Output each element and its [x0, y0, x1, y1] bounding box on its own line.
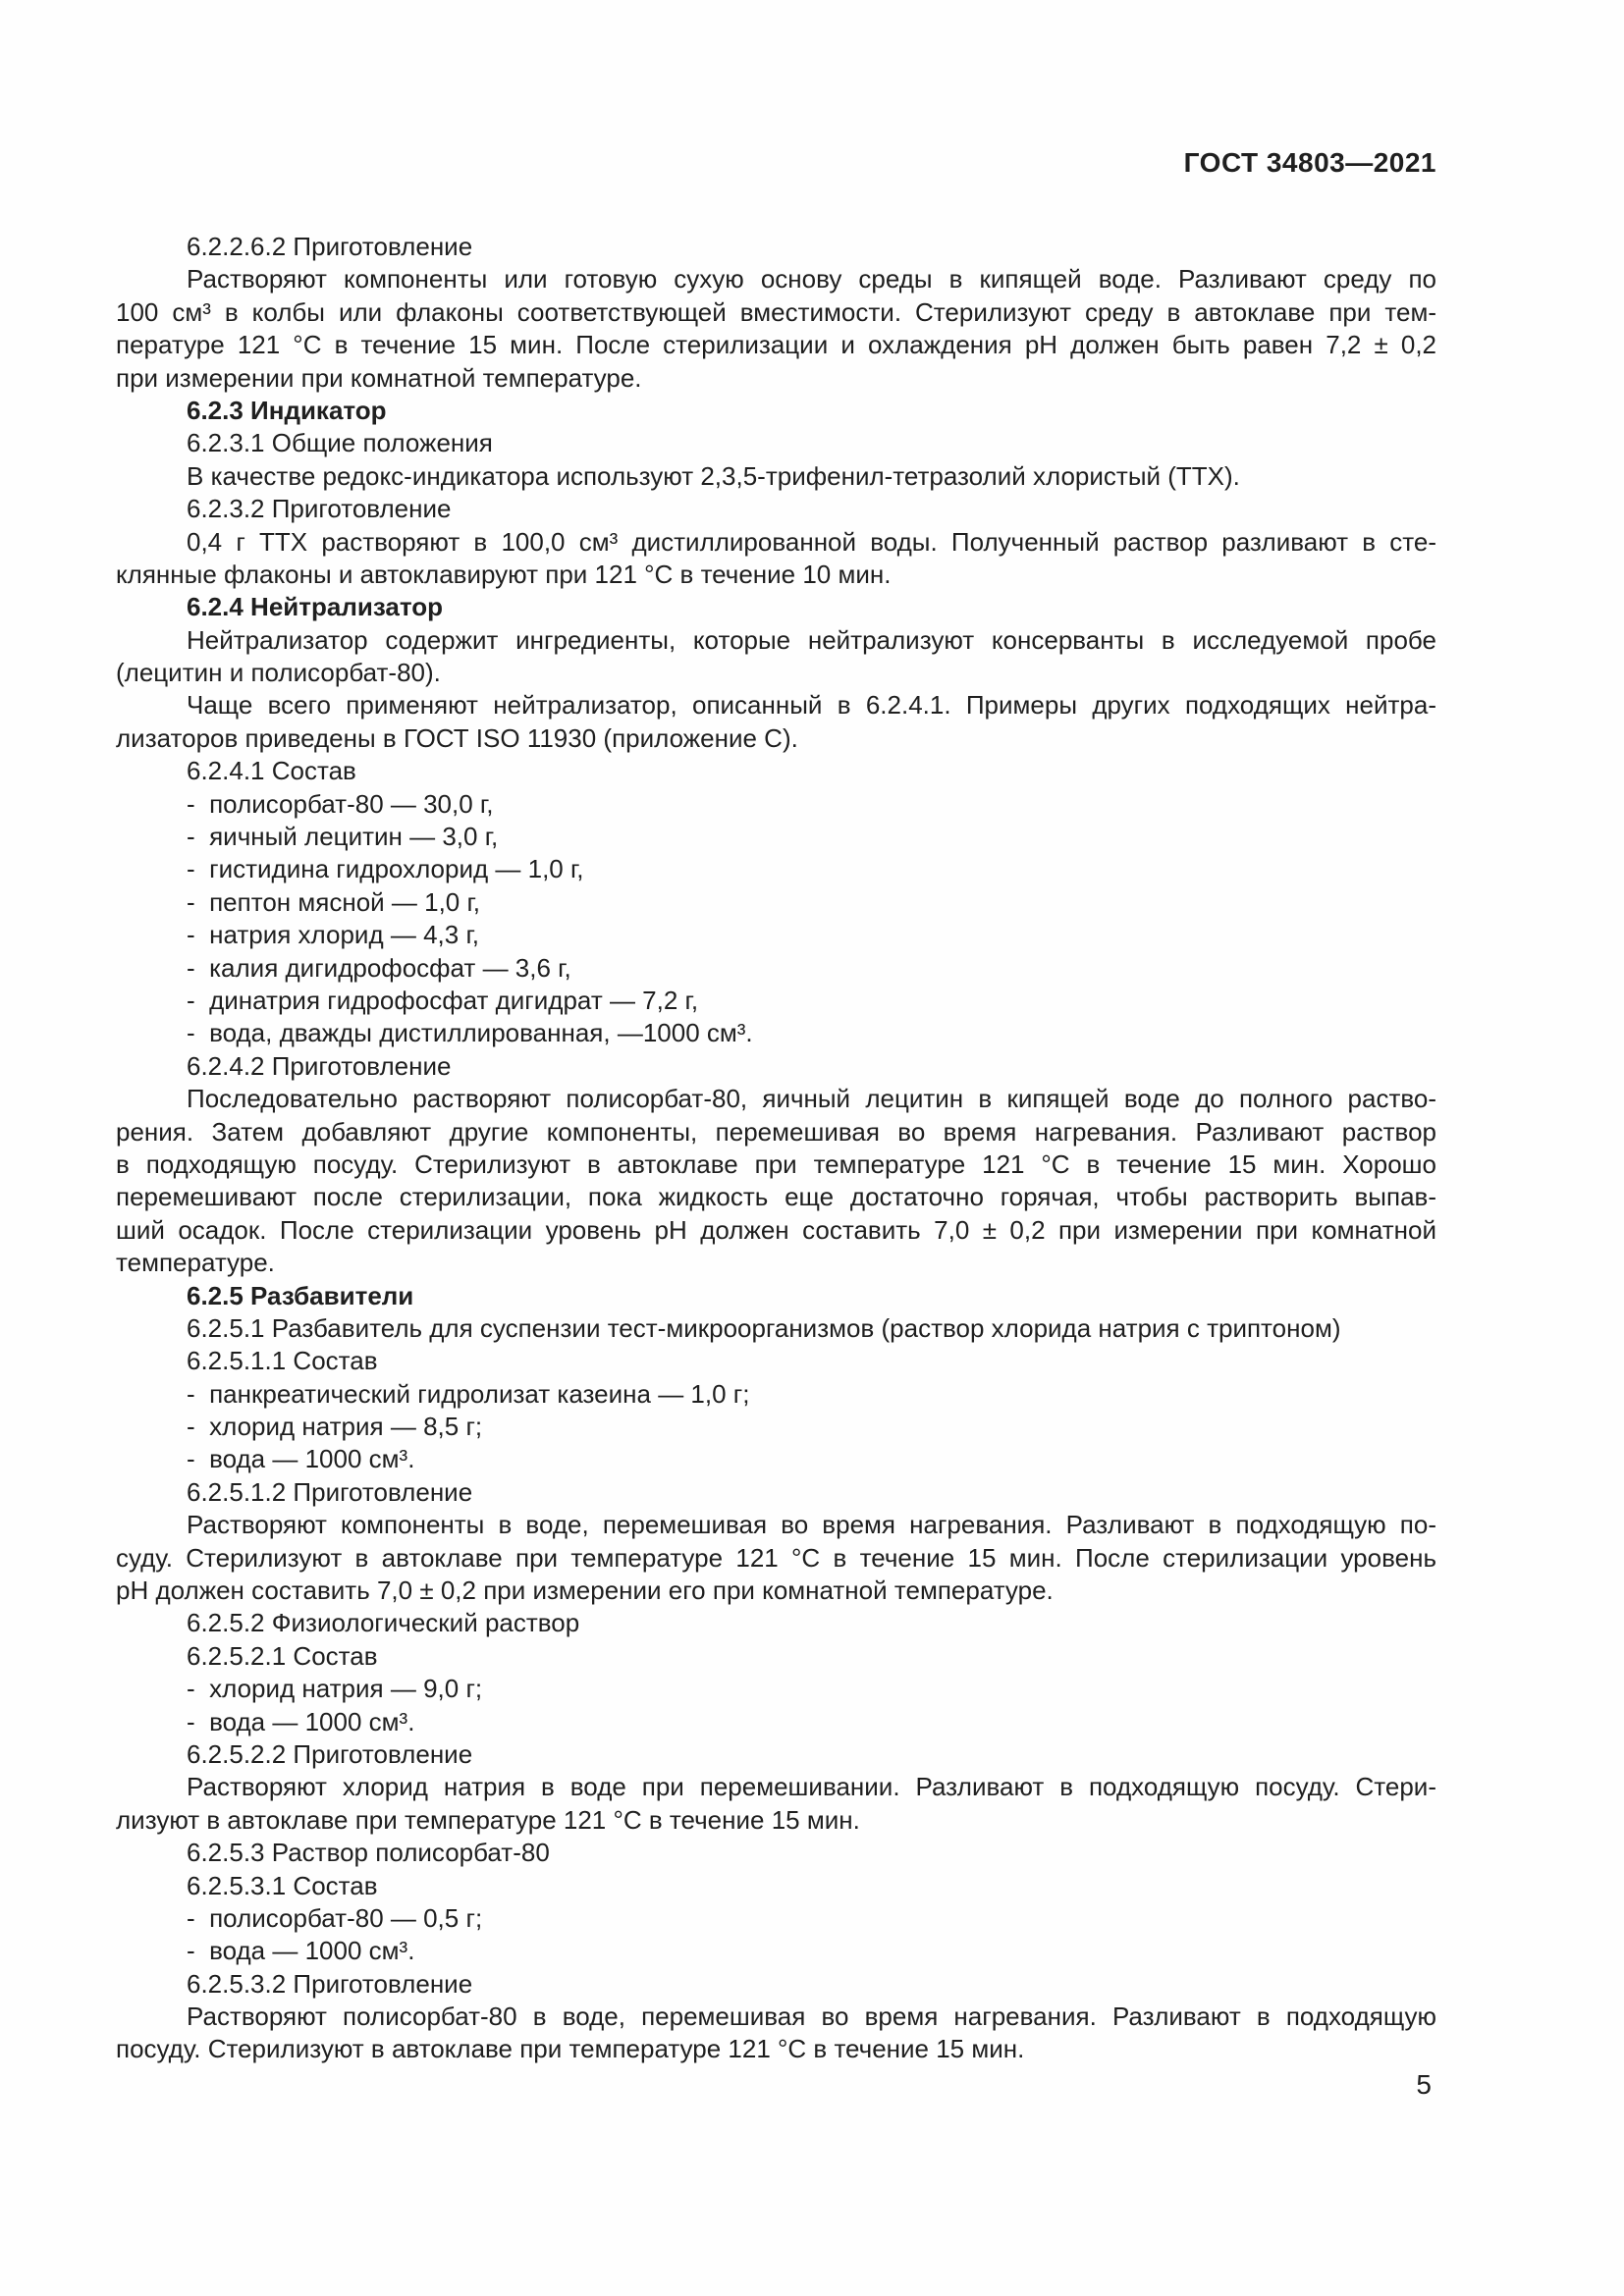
text-line: Растворяют хлорид натрия в воде при перемешивании. Разливают в подходящую посуду. Стери- [187, 1772, 1436, 1802]
text-line: Последовательно растворяют полисорбат-80, яичный лецитин в кипящей воде до полного раство- [187, 1084, 1436, 1114]
text-line: 6.2.3.2 Приготовление [187, 494, 452, 524]
text-line: - динатрия гидрофосфат дигидрат — 7,2 г, [187, 985, 699, 1015]
text-line: В качестве редокс-индикатора используют 2,3,5-трифенил-тетразолий хлористый (ТТХ). [187, 460, 1240, 491]
text-line: - вода — 1000 см³. [187, 1444, 415, 1474]
text-line: 6.2.3 Индикатор [187, 395, 387, 425]
text-line: 6.2.4.2 Приготовление [187, 1050, 452, 1081]
text-line: при измерении при комнатной температуре. [116, 362, 642, 393]
text-line: - пептон мясной — 1,0 г, [187, 886, 481, 917]
page-number: 5 [1416, 2069, 1432, 2100]
text-line: - вода, дважды дистиллированная, —1000 см³. [187, 1018, 753, 1048]
text-line: посуду. Стерилизуют в автоклаве при температуре 121 °С в течение 15 мин. [116, 2034, 1025, 2064]
text-line: - гистидина гидрохлорид — 1,0 г, [187, 854, 584, 884]
text-line: перемешивают после стерилизации, пока жидкость еще достаточно горячая, чтобы растворить выпав- [116, 1182, 1436, 1212]
text-line: суду. Стерилизуют в автоклаве при температуре 121 °С в течение 15 мин. После стерилизации уровень [116, 1542, 1436, 1573]
text-line: лизаторов приведены в ГОСТ ISO 11930 (приложение С). [116, 722, 798, 753]
text-line: Чаще всего применяют нейтрализатор, описанный в 6.2.4.1. Примеры других подходящих нейтра- [187, 690, 1436, 721]
text-line: Растворяют полисорбат-80 в воде, перемешивая во время нагревания. Разливают в подходящую [187, 2002, 1436, 2032]
text-line: пературе 121 °С в течение 15 мин. После стерилизации и охлаждения pH должен быть равен 7,2 ± 0,2 [116, 330, 1436, 360]
text-line: 6.2.5.2 Физиологический раствор [187, 1608, 580, 1638]
text-line: - натрия хлорид — 4,3 г, [187, 920, 479, 950]
text-line: - хлорид натрия — 8,5 г; [187, 1412, 483, 1442]
text-line: Нейтрализатор содержит ингредиенты, которые нейтрализуют консерванты в исследуемой пробе [187, 624, 1436, 655]
text-line: 6.2.3.1 Общие положения [187, 428, 493, 458]
text-line: 6.2.5 Разбавители [187, 1280, 414, 1310]
text-line: - вода — 1000 см³. [187, 1936, 415, 1966]
text-line: температуре. [116, 1248, 275, 1278]
text-line: Растворяют компоненты или готовую сухую основу среды в кипящей воде. Разливают среду по [187, 264, 1436, 294]
text-line: 0,4 г ТТХ растворяют в 100,0 см³ дистиллированной воды. Полученный раствор разливают в сте- [187, 526, 1436, 557]
text-line: ший осадок. После стерилизации уровень pH должен составить 7,0 ± 0,2 при измерении при комнатной [116, 1214, 1436, 1245]
text-line: 6.2.5.3.1 Состав [187, 1870, 378, 1900]
text-line: - панкреатический гидролизат казеина — 1,0 г; [187, 1378, 750, 1409]
text-line: 6.2.5.1.1 Состав [187, 1346, 378, 1376]
text-line: - вода — 1000 см³. [187, 1706, 415, 1736]
text-line: Растворяют компоненты в воде, перемешивая во время нагревания. Разливают в подходящую по- [187, 1510, 1436, 1540]
text-line: 100 см³ в колбы или флаконы соответствующей вместимости. Стерилизуют среду в автоклаве при тем- [116, 296, 1436, 327]
text-line: 6.2.5.3 Раствор полисорбат-80 [187, 1838, 550, 1868]
text-line: 6.2.5.2.1 Состав [187, 1640, 378, 1671]
text-line: pH должен составить 7,0 ± 0,2 при измерении его при комнатной температуре. [116, 1575, 1054, 1606]
text-line: клянные флаконы и автоклавируют при 121 °С в течение 10 мин. [116, 559, 892, 589]
text-line: рения. Затем добавляют другие компоненты, перемешивая во время нагревания. Разливают раствор [116, 1116, 1436, 1147]
text-line: 6.2.5.3.2 Приготовление [187, 1968, 473, 1999]
gost-code: ГОСТ 34803—2021 [1183, 147, 1436, 178]
text-line: - полисорбат-80 — 30,0 г, [187, 788, 494, 819]
text-line: - хлорид натрия — 9,0 г; [187, 1674, 483, 1704]
text-line: 6.2.5.1 Разбавитель для суспензии тест-микроорганизмов (раствор хлорида натрия с триптоном) [187, 1312, 1341, 1343]
text-line: - полисорбат-80 — 0,5 г; [187, 1902, 483, 1933]
text-line: 6.2.4.1 Состав [187, 756, 356, 786]
page-body [116, 231, 1436, 2066]
text-line: - калия дигидрофосфат — 3,6 г, [187, 952, 571, 983]
text-line: (лецитин и полисорбат-80). [116, 658, 441, 688]
text-line: 6.2.5.1.2 Приготовление [187, 1476, 473, 1507]
text-line: 6.2.4 Нейтрализатор [187, 592, 444, 622]
text-line: 6.2.5.2.2 Приготовление [187, 1738, 473, 1769]
text-line: 6.2.2.6.2 Приготовление [187, 232, 473, 261]
text-line: лизуют в автоклаве при температуре 121 °С в течение 15 мин. [116, 1804, 860, 1835]
text-line: в подходящую посуду. Стерилизуют в автоклаве при температуре 121 °С в течение 15 мин. Хорошо [116, 1148, 1436, 1179]
text-line: - яичный лецитин — 3,0 г, [187, 822, 499, 852]
